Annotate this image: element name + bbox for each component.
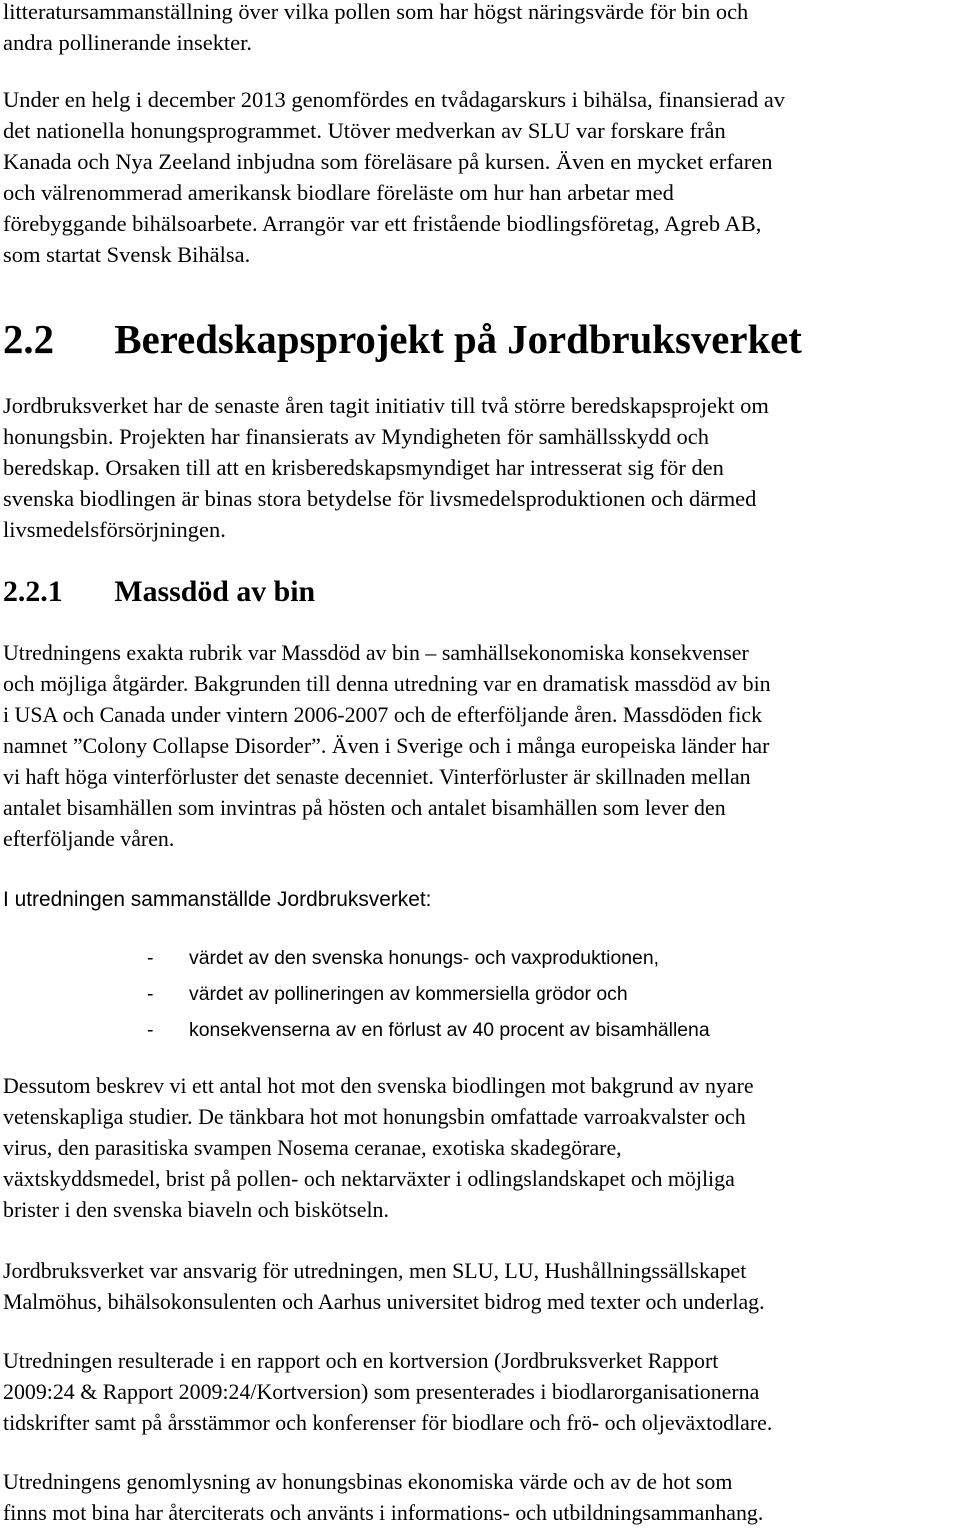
list-item (147, 1012, 710, 1048)
text-line: Malmöhus, bihälsokonsulenten och Aarhus universitet bidrog med texter och underlag. (3, 1289, 765, 1314)
paragraph-continuation (3, 0, 960, 58)
text-line: efterföljande våren. (3, 826, 175, 851)
list-item-text: värdet av den svenska honungs- och vaxproduktionen, (189, 947, 659, 969)
section-number: 2.2 (3, 316, 54, 362)
text-line: Under en helg i december 2013 genomfördes en tvådagarskurs i bihälsa, finansierad av (3, 87, 786, 112)
bullet-list (147, 940, 710, 1048)
text-line: Kanada och Nya Zeeland inbjudna som föreläsare på kursen. Även en mycket erfaren (3, 149, 773, 174)
subsection-title: Massdöd av bin (114, 575, 316, 608)
subsection-heading (3, 574, 955, 610)
text-line: växtskyddsmedel, brist på pollen- och nektarväxter i odlingslandskapet och möjliga (3, 1166, 735, 1191)
text-line: det nationella honungsprogrammet. Utöver medverkan av SLU var forskare från (3, 118, 726, 143)
list-item (147, 976, 710, 1012)
text-line: antalet bisamhällen som invintras på hösten och antalet bisamhällen som lever den (3, 795, 726, 820)
paragraph-responsible (3, 1255, 960, 1317)
text-line: virus, den parasitiska svampen Nosema ceranae, exotiska skadegörare, (3, 1135, 622, 1160)
dash-bullet: - (147, 983, 154, 1005)
subsection-number: 2.2.1 (3, 575, 63, 608)
list-item (147, 940, 710, 976)
section-title: Beredskapsprojekt på Jordbruksverket (114, 316, 802, 362)
text-line: litteratursammanställning över vilka pollen som har högst näringsvärde för bin och (3, 0, 749, 24)
text-line: Utredningens genomlysning av honungsbinas ekonomiska värde och av de hot som (3, 1469, 733, 1494)
text-line: vetenskapliga studier. De tänkbara hot mot honungsbin omfattade varroakvalster och (3, 1104, 746, 1129)
text-line: i USA och Canada under vintern 2006-2007 och de efterföljande åren. Massdöden fick (3, 702, 763, 727)
paragraph-threats (3, 1070, 960, 1225)
section-heading (3, 316, 955, 362)
text-line: namnet ”Colony Collapse Disorder”. Även i Sverige och i många europeiska länder har (3, 733, 770, 758)
text-line: tidskrifter samt på årsstämmor och konferenser för biodlare och frö- och oljeväxtodlare. (3, 1410, 773, 1435)
text-line: Dessutom beskrev vi ett antal hot mot den svenska biodlingen mot bakgrund av nyare (3, 1073, 754, 1098)
text-line: Jordbruksverket var ansvarig för utredningen, men SLU, LU, Hushållningssällskapet (3, 1258, 747, 1283)
text-line: 2009:24 & Rapport 2009:24/Kortversion) som presenterades i biodlarorganisationerna (3, 1379, 760, 1404)
list-intro: I utredningen sammanställde Jordbruksverket: (3, 888, 432, 911)
text-line: livsmedelsförsörjningen. (3, 517, 226, 542)
text-line: förebyggande bihälsoarbete. Arrangör var ett fristående biodlingsföretag, Agreb AB, (3, 211, 762, 236)
list-item-text: konsekvenserna av en förlust av 40 procent av bisamhällena (189, 1019, 710, 1041)
text-line: Utredningen resulterade i en rapport och en kortversion (Jordbruksverket Rapport (3, 1348, 719, 1373)
dash-bullet: - (147, 1019, 154, 1041)
paragraph-mass-death (3, 637, 960, 854)
paragraph-preparedness (3, 390, 960, 545)
text-line: finns mot bina har återciterats och använts i informations- och utbildningsammanhang. (3, 1500, 764, 1525)
dash-bullet: - (147, 947, 154, 969)
text-line: och välrenommerad amerikansk biodlare föreläste om hur han arbetar med (3, 180, 674, 205)
text-line: Jordbruksverket har de senaste åren tagit initiativ till två större beredskapsprojekt om (3, 393, 769, 418)
text-line: honungsbin. Projekten har finansierats av Myndigheten för samhällsskydd och (3, 424, 709, 449)
paragraph-review (3, 1466, 960, 1528)
text-line: och möjliga åtgärder. Bakgrunden till denna utredning var en dramatisk massdöd av bin (3, 671, 771, 696)
text-line: som startat Svensk Bihälsa. (3, 242, 251, 267)
text-line: svenska biodlingen är binas stora betydelse för livsmedelsproduktionen och därmed (3, 486, 757, 511)
paragraph-report (3, 1345, 960, 1438)
text-line: Utredningens exakta rubrik var Massdöd av bin – samhällsekonomiska konsekvenser (3, 640, 749, 665)
text-line: brister i den svenska biaveln och biskötseln. (3, 1197, 389, 1222)
text-line: beredskap. Orsaken till att en krisberedskapsmyndiget har intresserat sig för den (3, 455, 724, 480)
paragraph-course (3, 84, 960, 270)
list-item-text: värdet av pollineringen av kommersiella grödor och (189, 983, 628, 1005)
text-line: vi haft höga vinterförluster det senaste decenniet. Vinterförluster är skillnaden mellan (3, 764, 751, 789)
text-line: andra pollinerande insekter. (3, 30, 253, 55)
